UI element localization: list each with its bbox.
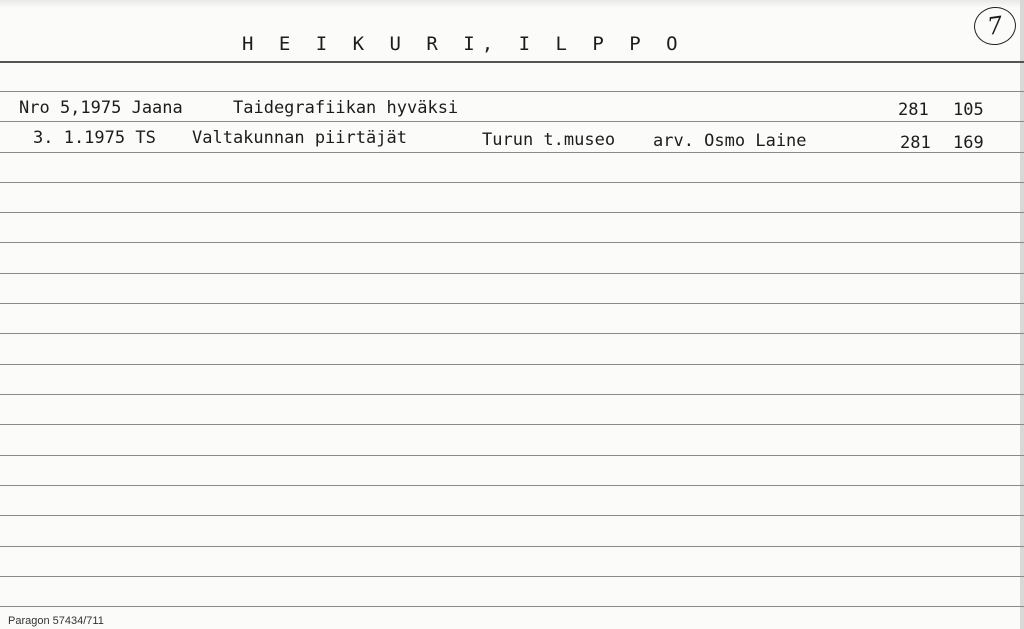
card-number-circle: 7 bbox=[972, 4, 1019, 47]
ruled-line bbox=[0, 242, 1024, 243]
entry-2-note: arv. Osmo Laine bbox=[653, 131, 807, 151]
ruled-line bbox=[0, 485, 1024, 486]
card-right-edge bbox=[1020, 0, 1024, 629]
entry-1-title: Taidegrafiikan hyväksi bbox=[233, 98, 459, 118]
ruled-line bbox=[0, 273, 1024, 274]
ruled-line bbox=[0, 606, 1024, 607]
entry-2-reference: 3. 1.1975 TS bbox=[33, 128, 156, 148]
entry-1-number-a: 281 bbox=[898, 100, 929, 120]
ruled-line bbox=[0, 424, 1024, 425]
header-rule bbox=[0, 61, 1024, 63]
ruled-line bbox=[0, 455, 1024, 456]
card-top-shadow bbox=[0, 0, 1024, 8]
ruled-line bbox=[0, 515, 1024, 516]
ruled-line bbox=[0, 364, 1024, 365]
ruled-line bbox=[0, 182, 1024, 183]
entry-2-title: Valtakunnan piirtäjät bbox=[192, 128, 407, 148]
entry-2-number-a: 281 bbox=[900, 133, 931, 153]
ruled-line bbox=[0, 121, 1024, 122]
entry-1-number-b: 105 bbox=[953, 100, 984, 120]
ruled-line bbox=[0, 152, 1024, 153]
ruled-line bbox=[0, 91, 1024, 92]
ruled-line bbox=[0, 394, 1024, 395]
entry-2-source: Turun t.museo bbox=[482, 130, 616, 150]
ruled-line bbox=[0, 576, 1024, 577]
ruled-line bbox=[0, 303, 1024, 304]
entry-1-reference: Nro 5,1975 Jaana bbox=[19, 98, 183, 118]
ruled-line bbox=[0, 212, 1024, 213]
ruled-line bbox=[0, 333, 1024, 334]
printer-imprint: Paragon 57434/711 bbox=[8, 615, 104, 627]
ruled-line bbox=[0, 546, 1024, 547]
card-title: H E I K U R I, I L P P O bbox=[242, 33, 685, 55]
entry-2-number-b: 169 bbox=[953, 133, 984, 153]
